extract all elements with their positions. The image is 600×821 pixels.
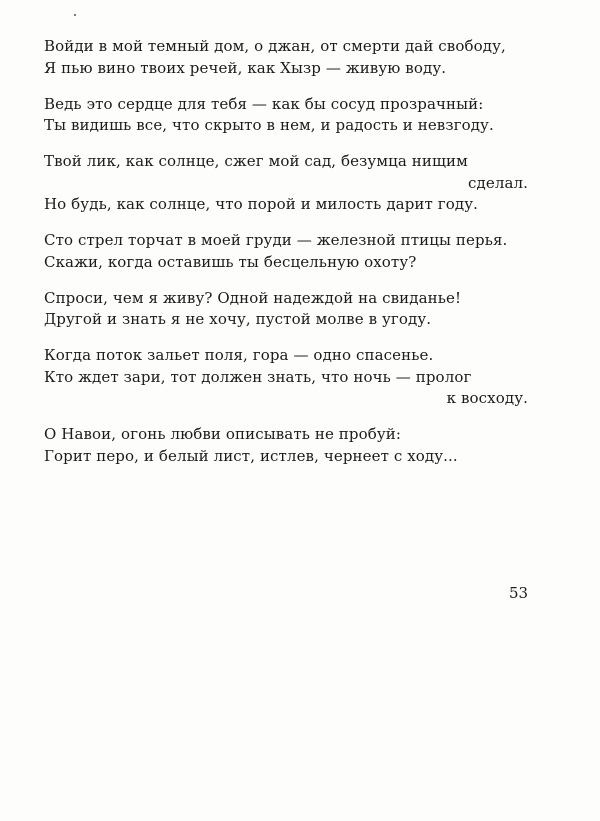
poem-line: Другой и знать я не хочу, пустой молве в угоду. — [44, 310, 432, 328]
poem-line: Ты видишь все, что скрыто в нем, и радость и невзгоду. — [44, 116, 494, 134]
poem-line: Сто стрел торчат в моей груди — железной птицы перья. — [44, 231, 508, 249]
stanza — [44, 424, 534, 467]
poem-line: Когда поток зальет поля, гора — одно спасенье. — [44, 346, 434, 364]
page-number: 53 — [509, 584, 529, 602]
poem-line: Но будь, как солнце, что порой и милость дарит году. — [44, 195, 478, 213]
poem-line: Спроси, чем я живу? Одной надеждой на свиданье! — [44, 288, 462, 307]
poem-line: Кто ждет зари, тот должен знать, что ночь — пролог — [44, 367, 472, 386]
poem-line: О Навои, огонь любви описывать не пробуй: — [44, 425, 402, 443]
poem-line: Горит перо, и белый лист, истлев, чернеет с ходу... — [44, 446, 458, 465]
stanza — [44, 94, 534, 137]
poem-line: Твой лик, как солнце, сжег мой сад, безумца нищим — [44, 152, 468, 170]
stanza — [44, 288, 534, 331]
stanza — [44, 151, 534, 216]
stanza — [44, 36, 534, 79]
poem-line-continuation: к восходу. — [446, 389, 528, 407]
poem-line: Скажи, когда оставишь ты бесцельную охоту? — [44, 252, 417, 271]
poem-line: Ведь это сердце для тебя — как бы сосуд прозрачный: — [44, 94, 484, 113]
poem-line: Я пью вино твоих речей, как Хызр — живую воду. — [44, 58, 447, 77]
print-speck — [74, 14, 76, 16]
poem-line: Войди в мой темный дом, о джан, от смерти дай свободу, — [44, 37, 506, 55]
poem-line-continuation: сделал. — [468, 173, 528, 192]
stanza — [44, 230, 534, 273]
stanza — [44, 345, 534, 410]
poem — [44, 36, 534, 482]
